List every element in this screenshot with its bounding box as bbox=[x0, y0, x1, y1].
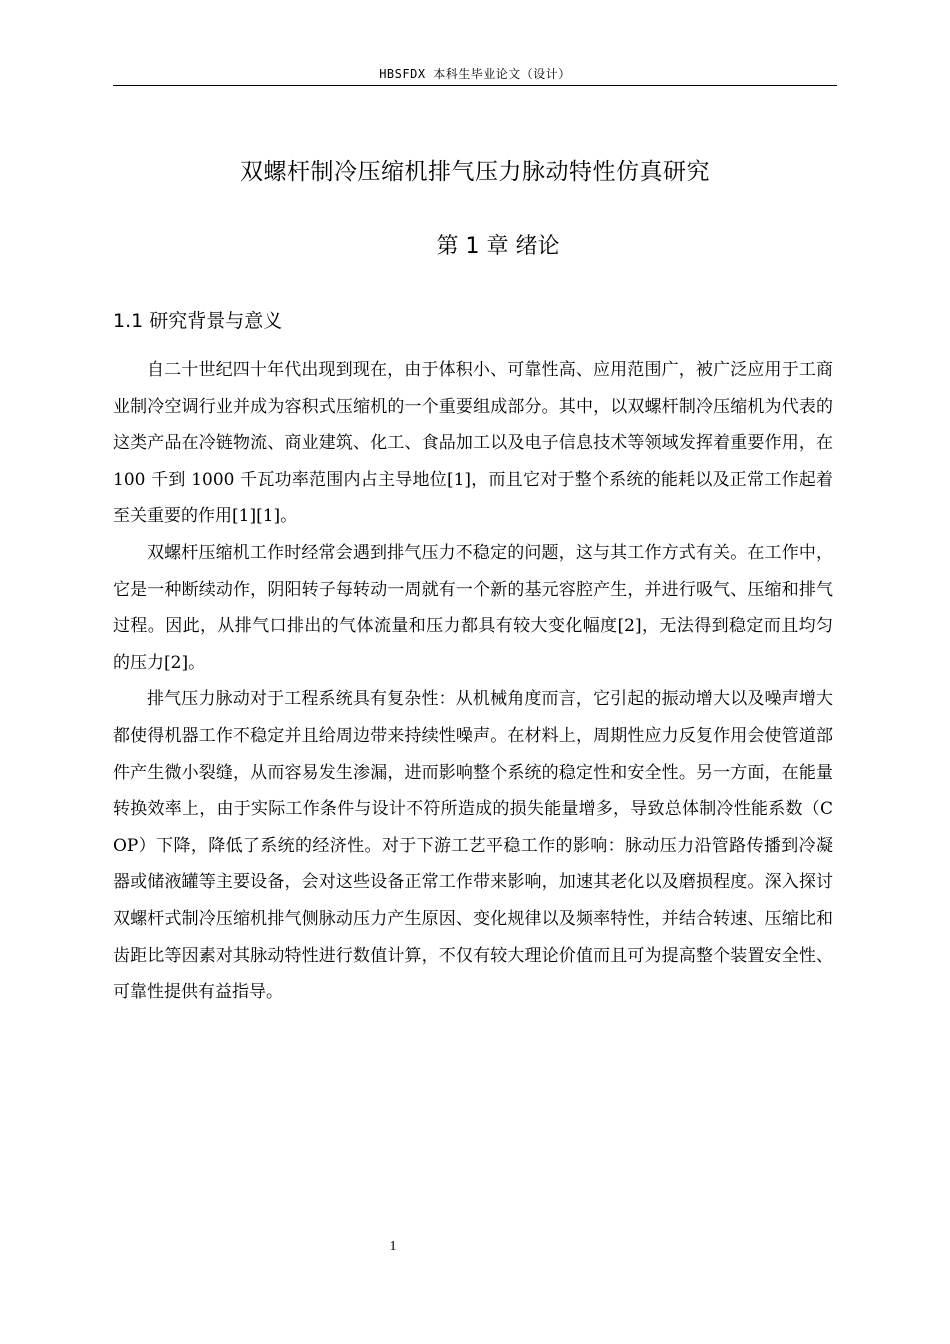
running-header: HBSFDX 本科生毕业论文（设计） bbox=[379, 67, 571, 81]
section-heading: 1.1 研究背景与意义 bbox=[113, 310, 283, 332]
paragraph: 排气压力脉动对于工程系统具有复杂性：从机械角度而言，它引起的振动增大以及噪声增大都使得机器工作不稳定并且给周边带来持续性噪声。在材料上，周期性应力反复作用会使管道部件产生微小裂缝，从而容易发生渗漏，进而影响整个系统的稳定性和安全性。另一方面，在能量转换效率上，由于实际工作条件与设计不符所造成的损失能量增多，导致总体制冷性能系数（COP）下降，降低了系统的经济性。对于下游工艺平稳工作的影响：脉动压力沿管路传播到冷凝器或储液罐等主要设备，会对这些设备正常工作带来影响，加速其老化以及磨损程度。深入探讨双螺杆式制冷压缩机排气侧脉动压力产生原因、变化规律以及频率特性，并结合转速、压缩比和齿距比等因素对其脉动特性进行数值计算，不仅有较大理论价值而且可为提高整个装置安全性、可靠性提供有益指导。 bbox=[113, 689, 833, 1003]
header-divider bbox=[113, 85, 837, 86]
chapter-title: 第 1 章 绪论 bbox=[436, 234, 560, 259]
paragraph: 自二十世纪四十年代出现到现在，由于体积小、可靠性高、应用范围广，被广泛应用于工商业制冷空调行业并成为容积式压缩机的一个重要组成部分。其中，以双螺杆制冷压缩机为代表的这类产品在冷链物流、商业建筑、化工、食品加工以及电子信息技术等领域发挥着重要作用，在 100 千到 1000 千瓦功率范围内占主导地位[1]，而且它对于整个系统的能耗以及正常工作起着至关重要的作用[1][1]。 bbox=[113, 360, 833, 527]
page-number: 1 bbox=[389, 1239, 397, 1254]
body-text bbox=[113, 352, 833, 1011]
paragraph: 双螺杆压缩机工作时经常会遇到排气压力不稳定的问题，这与其工作方式有关。在工作中，它是一种断续动作，阴阳转子每转动一周就有一个新的基元容腔产生，并进行吸气、压缩和排气过程。因此，从排气口排出的气体流量和压力都具有较大变化幅度[2]，无法得到稳定而且均匀的压力[2]。 bbox=[113, 542, 833, 673]
thesis-title: 双螺杆制冷压缩机排气压力脉动特性仿真研究 bbox=[240, 159, 710, 185]
